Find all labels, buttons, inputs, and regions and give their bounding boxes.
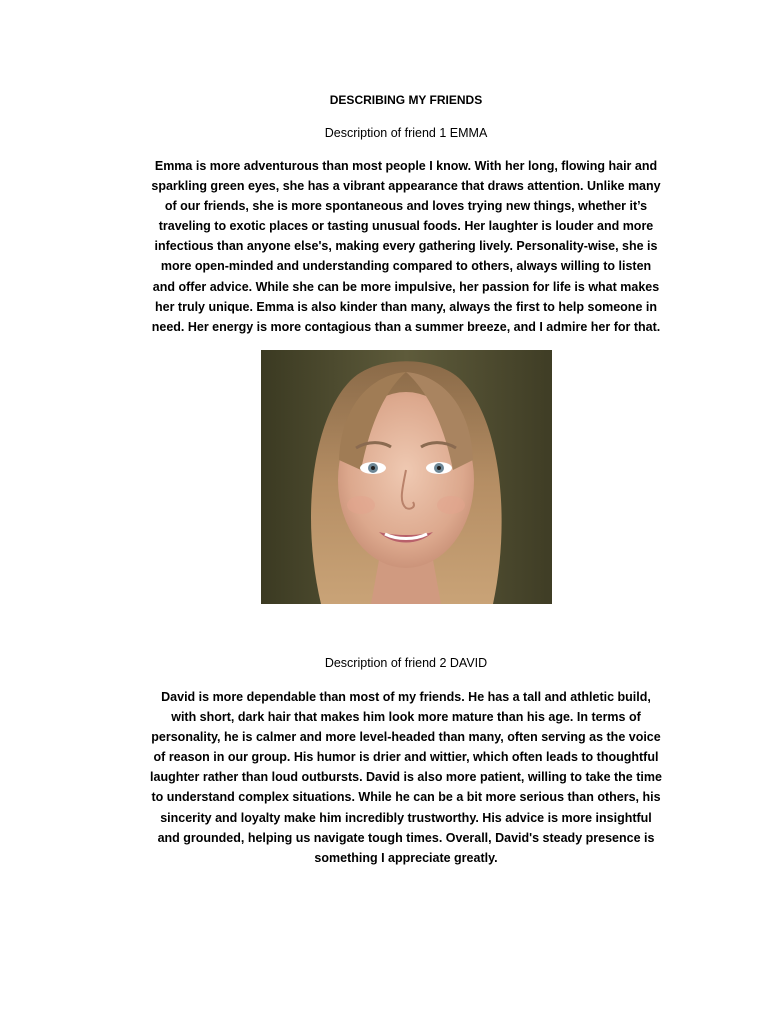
friend-1-heading: Description of friend 1 EMMA [324,126,488,140]
portrait-illustration [261,350,552,604]
friend-1-portrait-photo [261,350,552,604]
friend-1-description: Emma is more adventurous than most people I know. With her long, flowing hair and sparkling green eyes, she has a vibrant appearance that draws attention. Unlike many of our friends, she is more spontaneous and loves trying new things, whether it’s traveling to exotic places or tasting unusual foods. Her laughter is louder and more infectious than anyone else's, making every gathering lively. Personality-wise, she is more open-minded and understanding compared to others, always willing to listen and offer advice. While she can be more impulsive, her passion for life is what makes her truly unique. Emma is also kinder than many, always the first to help someone in need. Her energy is more contagious than a summer breeze, and I admire her for that. [151,159,661,334]
friend-2-description: David is more dependable than most of my friends. He has a tall and athletic build, with short, dark hair that makes him look more mature than his age. In terms of personality, he is calmer and more level-headed than many, often serving as the voice of reason in our group. His humor is drier and wittier, which often leads to thoughtful laughter rather than loud outbursts. David is also more patient, willing to take the time to understand complex situations. While he can be a bit more serious than others, his sincerity and loyalty make him incredibly trustworthy. His advice is more insightful and grounded, helping us navigate tough times. Overall, David's steady presence is something I appreciate greatly. [150,690,662,865]
friend-2-heading: Description of friend 2 DAVID [324,656,488,670]
document-title: DESCRIBING MY FRIENDS [329,93,483,107]
